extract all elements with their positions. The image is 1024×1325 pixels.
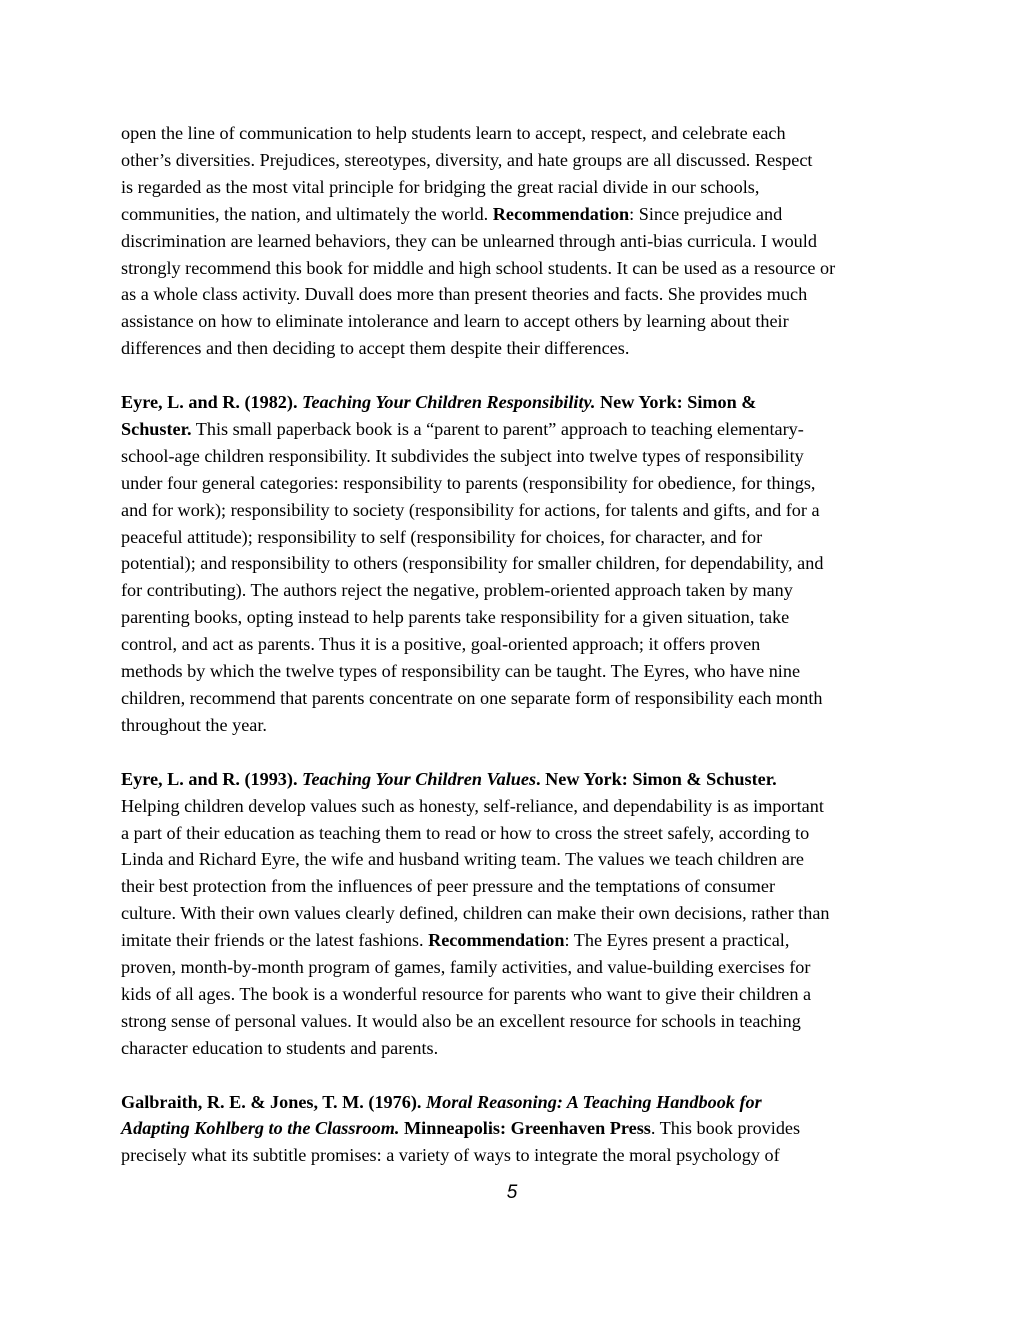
body-text: methods by which the twelve types of responsibility can be taught. The Eyres, who have nine	[121, 661, 801, 682]
text-line	[121, 846, 921, 873]
body-text: for contributing). The authors reject the negative, problem-oriented approach taken by many	[121, 580, 793, 601]
body-text: peaceful attitude); responsibility to self (responsibility for choices, for character, and for	[121, 526, 763, 547]
text-line	[121, 147, 921, 174]
body-text: school-age children responsibility. It subdivides the subject into twelve types of responsibility	[121, 445, 804, 466]
text-line	[121, 1035, 921, 1062]
body-text: : The Eyres present a practical,	[564, 930, 790, 951]
body-text: under four general categories: responsibility to parents (responsibility for obedience, for things,	[121, 472, 816, 493]
text-line	[121, 120, 921, 147]
body-text: potential); and responsibility to others (responsibility for smaller children, for dependability, and	[121, 553, 824, 574]
bold-text: Eyre, L. and R. (1993).	[121, 768, 303, 789]
bold-text: . New York: Simon & Schuster.	[536, 768, 777, 789]
body-text: strongly recommend this book for middle and high school students. It can be used as a resource or	[121, 257, 836, 278]
text-line	[121, 335, 921, 362]
text-line	[121, 443, 921, 470]
text-line	[121, 497, 921, 524]
text-line	[121, 658, 921, 685]
text-line	[121, 524, 921, 551]
text-line	[121, 470, 921, 497]
text-line	[121, 873, 921, 900]
body-text: is regarded as the most vital principle for bridging the great racial divide in our schools,	[121, 176, 760, 197]
bold-text: Eyre, L. and R. (1982).	[121, 392, 303, 413]
body-text: parenting books, opting instead to help parents take responsibility for a given situation, take	[121, 607, 790, 628]
book-title-text: Moral Reasoning: A Teaching Handbook for	[425, 1091, 762, 1112]
text-line	[121, 712, 921, 739]
bold-text: New York: Simon &	[595, 392, 757, 413]
body-text: imitate their friends or the latest fashions.	[121, 930, 429, 951]
text-line	[121, 793, 921, 820]
text-line	[121, 685, 921, 712]
body-text: open the line of communication to help students learn to accept, respect, and celebrate each	[121, 123, 786, 143]
text-line	[121, 550, 921, 577]
text-line	[121, 201, 921, 228]
text-line	[121, 1115, 921, 1142]
body-text: This small paperback book is a “parent to parent” approach to teaching elementary-	[191, 418, 804, 439]
bold-text: Recommendation	[428, 930, 565, 951]
document-body	[121, 120, 921, 1169]
book-title-text: Teaching Your Children Values	[302, 768, 537, 789]
bold-text: Galbraith, R. E. & Jones, T. M. (1976).	[121, 1091, 426, 1112]
body-text: control, and act as parents. Thus it is a positive, goal-oriented approach; it offers proven	[121, 634, 761, 655]
book-title-text: Teaching Your Children Responsibility.	[302, 392, 596, 413]
body-text: character education to students and parents.	[121, 1037, 439, 1058]
body-text: as a whole class activity. Duvall does more than present theories and facts. She provides much	[121, 284, 808, 305]
body-text: strong sense of personal values. It would also be an excellent resource for schools in teaching	[121, 1010, 801, 1031]
text-line	[121, 577, 921, 604]
text-line	[121, 927, 921, 954]
body-text: culture. With their own values clearly defined, children can make their own decisions, rather than	[121, 903, 830, 924]
text-line	[121, 389, 921, 416]
body-text: differences and then deciding to accept them despite their differences.	[121, 338, 630, 359]
text-line	[121, 820, 921, 847]
text-line	[121, 981, 921, 1008]
body-text: assistance on how to eliminate intolerance and learn to accept others by learning about their	[121, 311, 789, 332]
text-line	[121, 416, 921, 443]
body-text: Helping children develop values such as honesty, self-reliance, and dependability is as important	[121, 795, 824, 816]
text-line	[121, 308, 921, 335]
body-text: children, recommend that parents concentrate on one separate form of responsibility each month	[121, 688, 823, 709]
book-title-text: Adapting Kohlberg to the Classroom.	[121, 1118, 400, 1139]
bibliography-paragraph	[121, 120, 921, 362]
bold-text: Schuster.	[121, 418, 192, 439]
bold-text: Minneapolis: Greenhaven Press	[399, 1118, 651, 1139]
body-text: : Since prejudice and	[629, 203, 783, 224]
text-line	[121, 900, 921, 927]
text-line	[121, 631, 921, 658]
text-line	[121, 766, 921, 793]
text-line	[121, 1089, 921, 1116]
body-text: proven, month-by-month program of games, family activities, and value-building exercises for	[121, 957, 811, 978]
text-line	[121, 174, 921, 201]
text-line	[121, 1008, 921, 1035]
body-text: communities, the nation, and ultimately the world.	[121, 203, 493, 224]
text-line	[121, 1142, 921, 1169]
body-text: other’s diversities. Prejudices, stereotypes, diversity, and hate groups are all discussed. Respect	[121, 149, 813, 170]
body-text: throughout the year.	[121, 714, 267, 735]
body-text: and for work); responsibility to society (responsibility for actions, for talents and gifts, and for a	[121, 499, 820, 520]
body-text: precisely what its subtitle promises: a variety of ways to integrate the moral psychology of	[121, 1145, 780, 1166]
text-line	[121, 255, 921, 282]
text-line	[121, 228, 921, 255]
bold-text: Recommendation	[492, 203, 630, 224]
body-text: . This book provides	[650, 1118, 801, 1139]
page-number: 5	[506, 1182, 518, 1203]
bibliography-paragraph	[121, 1089, 921, 1170]
bibliography-paragraph	[121, 766, 921, 1062]
body-text: kids of all ages. The book is a wonderful resource for parents who want to give their children a	[121, 983, 812, 1004]
body-text: discrimination are learned behaviors, they can be unlearned through anti-bias curricula. I would	[121, 230, 817, 251]
text-line	[121, 604, 921, 631]
text-line	[121, 954, 921, 981]
body-text: Linda and Richard Eyre, the wife and husband writing team. The values we teach children are	[121, 849, 804, 870]
text-line	[121, 281, 921, 308]
body-text: a part of their education as teaching them to read or how to cross the street safely, according to	[121, 822, 810, 843]
bibliography-paragraph	[121, 389, 921, 739]
body-text: their best protection from the influences of peer pressure and the temptations of consumer	[121, 876, 776, 897]
